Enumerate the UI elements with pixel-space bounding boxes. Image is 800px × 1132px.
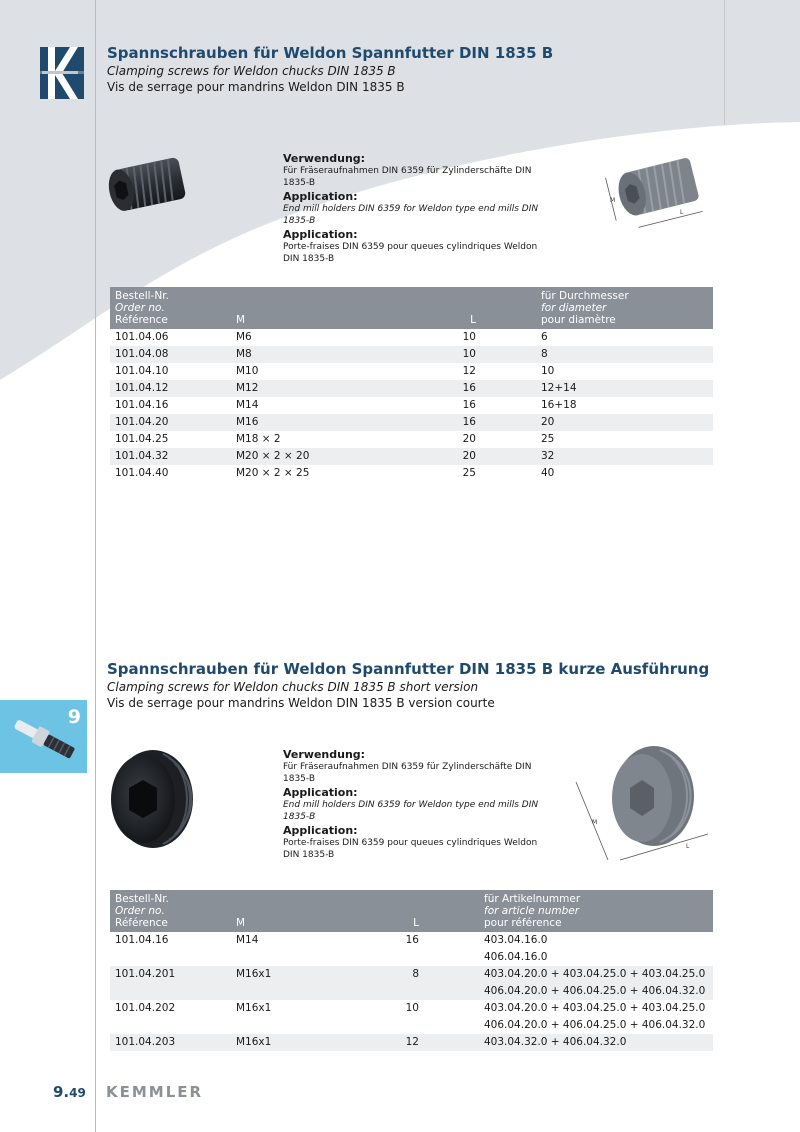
diameter-cell: 25: [541, 433, 555, 445]
order-no-cell: 101.04.201: [110, 966, 231, 1000]
article-number-cell: [424, 966, 713, 1000]
table-row: [110, 380, 713, 397]
article-number-cell: [424, 1034, 713, 1051]
l-cell: 20: [462, 433, 476, 445]
m-cell: M16x1: [231, 1034, 361, 1051]
l-cell: 16: [462, 399, 476, 411]
diameter-cell: 12+14: [481, 380, 713, 397]
section2-title-en: Clamping screws for Weldon chucks DIN 1835 B short version: [107, 680, 479, 694]
table-row: [110, 1000, 713, 1034]
l-cell: 16: [361, 380, 481, 397]
l-cell: 12: [361, 1034, 424, 1051]
order-no-cell: 101.04.12: [110, 380, 231, 397]
set-screw-dimension-drawing-icon: [600, 150, 712, 230]
order-no-cell: 101.04.203: [110, 1034, 231, 1051]
l-cell: 16: [361, 414, 481, 431]
drawing-label-l: L: [686, 843, 690, 850]
diameter-cell: 32: [481, 448, 713, 465]
article-number-line: 406.04.16.0: [484, 951, 548, 963]
diameter-cell: 8: [481, 346, 713, 363]
m-cell: M16: [231, 414, 361, 431]
short-set-screw-dimension-drawing-icon: [568, 742, 716, 867]
page-number: 9.49: [53, 1083, 86, 1101]
order-no-cell: 101.04.202: [115, 1002, 176, 1014]
article-number-line: 406.04.20.0 + 406.04.25.0 + 406.04.32.0: [484, 985, 706, 997]
col-order-no: Bestell-Nr. Order no. Référence: [110, 890, 231, 932]
m-cell: M16x1: [236, 1002, 272, 1014]
order-no-cell: 101.04.06: [115, 331, 169, 343]
article-number-cell: [424, 1000, 713, 1034]
order-no-cell: 101.04.16: [115, 934, 169, 946]
order-no-cell: 101.04.25: [115, 433, 169, 445]
m-cell: M14: [236, 934, 259, 946]
table-row: [110, 414, 713, 431]
l-cell: 8: [361, 966, 424, 1000]
l-cell: 10: [361, 346, 481, 363]
table-row: [110, 465, 713, 482]
section2-usage: [283, 748, 543, 862]
l-cell: 25: [462, 467, 476, 479]
col-diameter: für Durchmesser for diameter pour diamètre: [481, 287, 713, 329]
col-article-number: für Artikelnummer for article number pour référence: [424, 890, 713, 932]
order-no-cell: 101.04.32: [110, 448, 231, 465]
table-row: [110, 431, 713, 448]
set-screw-photo-icon: [105, 150, 187, 222]
col-m: M: [231, 890, 361, 932]
usage-text-fr: Porte-fraises DIN 6359 pour queues cylindriques Weldon DIN 1835-B: [283, 838, 538, 860]
drawing-label-l: L: [680, 209, 684, 216]
section1-title-en: Clamping screws for Weldon chucks DIN 1835 B: [107, 64, 396, 78]
chapter-tab-number: 9: [67, 706, 81, 728]
order-no-cell: 101.04.10: [115, 365, 169, 377]
drawing-label-m: M: [610, 197, 616, 204]
m-cell: M16x1: [231, 966, 361, 1000]
article-number-line: 406.04.20.0 + 406.04.25.0 + 406.04.32.0: [484, 1019, 706, 1031]
usage-text-en: End mill holders DIN 6359 for Weldon type end mills DIN 1835-B: [283, 800, 539, 822]
short-set-screw-photo-icon: [105, 748, 195, 850]
article-number-line: 403.04.20.0 + 403.04.25.0 + 403.04.25.0: [484, 968, 706, 980]
usage-heading-de: Verwendung:: [283, 748, 366, 761]
diameter-cell: 6: [541, 331, 548, 343]
table-row: [110, 1034, 713, 1051]
order-no-cell: 101.04.40: [115, 467, 169, 479]
order-no-cell: 101.04.08: [110, 346, 231, 363]
table-row: [110, 363, 713, 380]
table-row: [110, 329, 713, 346]
order-no-cell: 101.04.16: [115, 399, 169, 411]
m-cell: M20 × 2 × 25: [236, 467, 310, 479]
diameter-cell: 20: [481, 414, 713, 431]
l-cell: 10: [405, 1002, 419, 1014]
section1-title-de: Spannschrauben für Weldon Spannfutter DIN 1835 B: [107, 44, 554, 62]
m-cell: M20 × 2 × 20: [231, 448, 361, 465]
table-row: [110, 932, 713, 966]
diameter-cell: 10: [541, 365, 555, 377]
col-l: L: [361, 287, 481, 329]
m-cell: M10: [236, 365, 259, 377]
usage-text-de: Für Fräseraufnahmen DIN 6359 für Zylinderschäfte DIN 1835-B: [283, 762, 532, 784]
usage-heading-fr: Application:: [283, 228, 358, 241]
article-number-line: 403.04.20.0 + 403.04.25.0 + 403.04.25.0: [484, 1002, 706, 1014]
section2-title-fr: Vis de serrage pour mandrins Weldon DIN 1835 B version courte: [107, 696, 495, 710]
m-cell: M18 × 2: [236, 433, 281, 445]
section1-title-fr: Vis de serrage pour mandrins Weldon DIN 1835 B: [107, 80, 405, 94]
section1-heading: [107, 44, 553, 96]
m-cell: M14: [236, 399, 259, 411]
usage-text-en: End mill holders DIN 6359 for Weldon type end mills DIN 1835-B: [283, 204, 539, 226]
usage-heading-en: Application:: [283, 190, 358, 203]
diameter-cell: 16+18: [541, 399, 577, 411]
article-number-line: 403.04.16.0: [484, 934, 548, 946]
table-row: [110, 397, 713, 414]
section2-heading: [107, 660, 709, 712]
table-row: [110, 966, 713, 1000]
article-number-cell: [424, 932, 713, 966]
m-cell: M6: [236, 331, 252, 343]
usage-text-de: Für Fräseraufnahmen DIN 6359 für Zylinderschäfte DIN 1835-B: [283, 166, 532, 188]
section2-spec-table: [110, 890, 713, 1051]
l-cell: 10: [462, 331, 476, 343]
m-cell: M8: [231, 346, 361, 363]
l-cell: 16: [405, 934, 419, 946]
l-cell: 20: [361, 448, 481, 465]
right-rule: [724, 0, 725, 125]
brand-name: KEMMLER: [106, 1083, 204, 1101]
usage-text-fr: Porte-fraises DIN 6359 pour queues cylindriques Weldon DIN 1835-B: [283, 242, 538, 264]
chapter-tab: [0, 700, 87, 773]
section1-usage: [283, 152, 543, 266]
l-cell: 12: [462, 365, 476, 377]
table-row: [110, 448, 713, 465]
col-m: M: [231, 287, 361, 329]
table-row: [110, 346, 713, 363]
article-number-line: 403.04.32.0 + 406.04.32.0: [484, 1036, 627, 1048]
margin-rule: [95, 0, 96, 1132]
usage-heading-de: Verwendung:: [283, 152, 366, 165]
usage-heading-fr: Application:: [283, 824, 358, 837]
diameter-cell: 40: [541, 467, 555, 479]
col-l: L: [361, 890, 424, 932]
section2-title-de: Spannschrauben für Weldon Spannfutter DIN 1835 B kurze Ausführung: [107, 660, 710, 678]
order-no-cell: 101.04.20: [110, 414, 231, 431]
col-order-no: Bestell-Nr. Order no. Référence: [110, 287, 231, 329]
usage-heading-en: Application:: [283, 786, 358, 799]
m-cell: M12: [231, 380, 361, 397]
kemmler-k-logo-icon: [40, 47, 84, 99]
drawing-label-m: M: [592, 819, 598, 826]
section1-spec-table: [110, 287, 713, 482]
